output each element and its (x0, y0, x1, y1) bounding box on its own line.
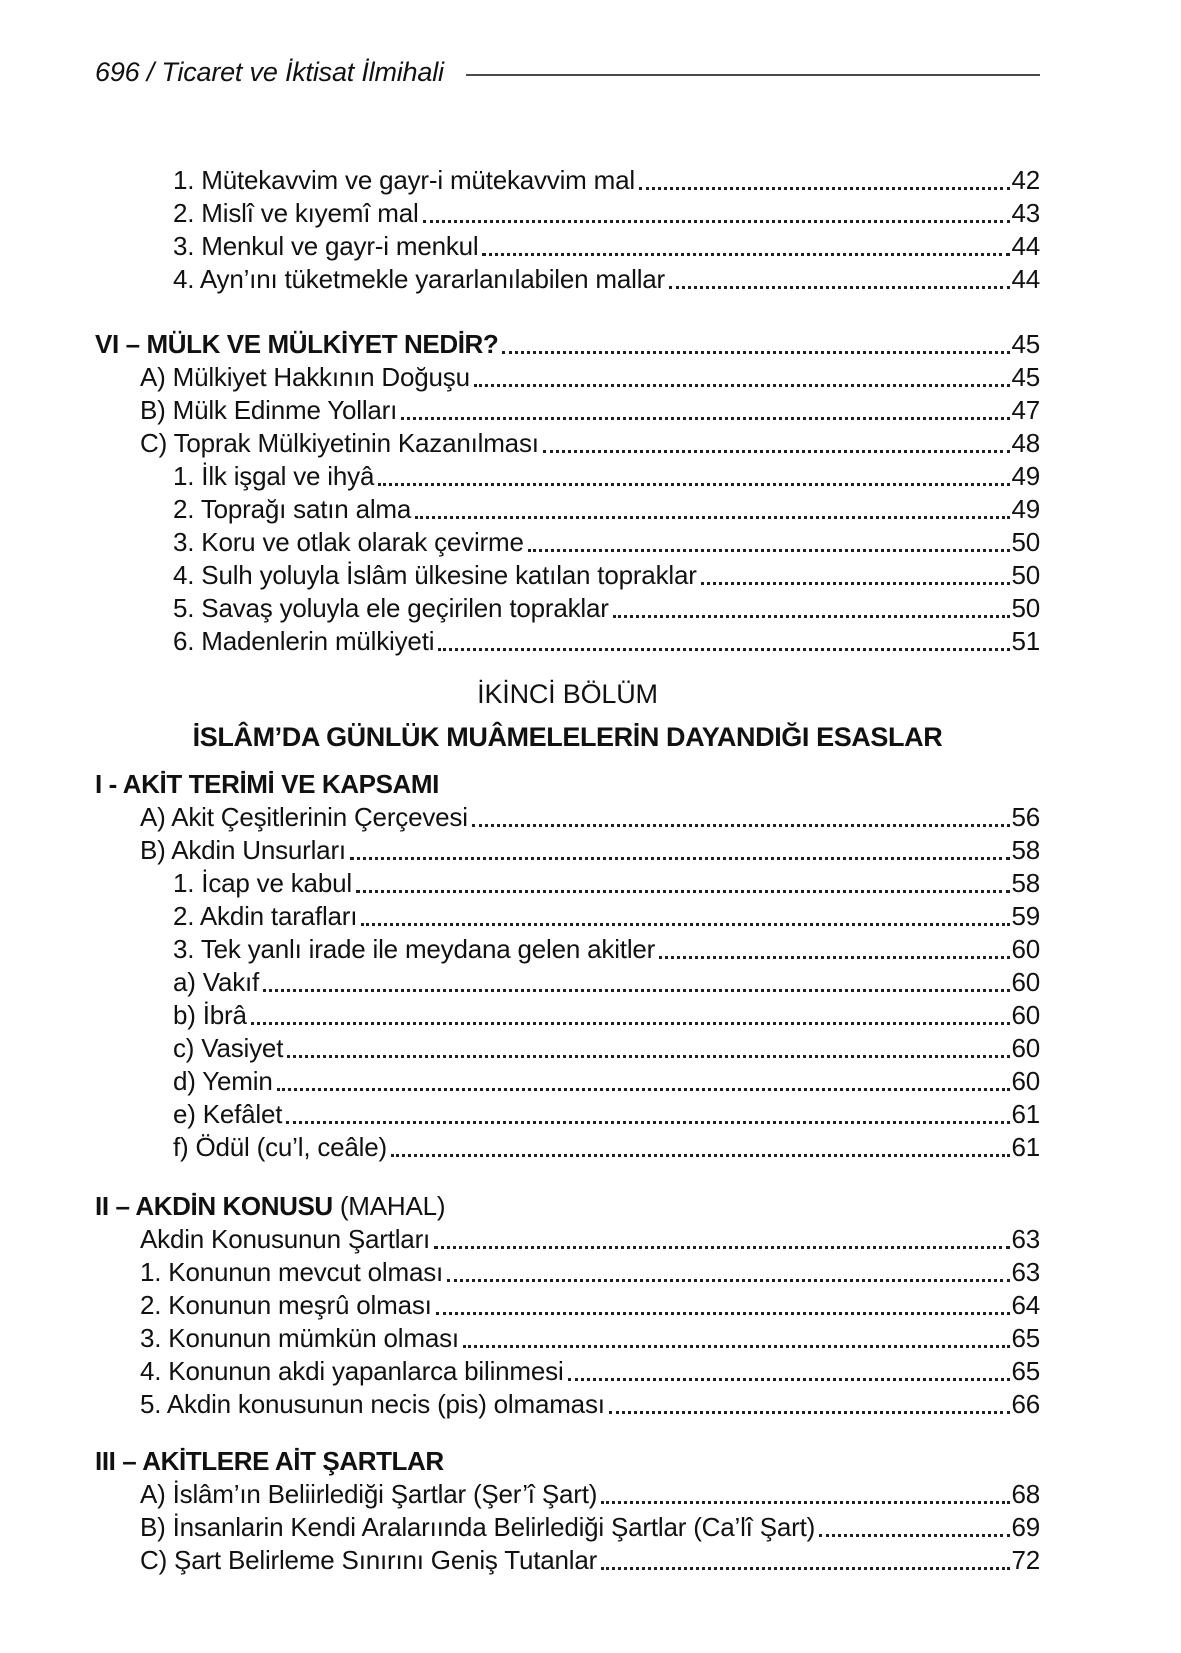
toc-entry (95, 394, 1040, 427)
dot-leader (639, 187, 1011, 190)
page-number: 50 (1011, 527, 1040, 557)
toc-entry (95, 1098, 1040, 1131)
dot-leader (263, 989, 1010, 992)
toc-entry (95, 801, 1040, 834)
dot-leader (436, 1312, 1011, 1315)
toc-entry (95, 1223, 1040, 1256)
toc-block (95, 164, 1040, 296)
toc-heading-entry (95, 1190, 1040, 1223)
toc-entry (95, 164, 1040, 197)
page-number: 44 (1011, 264, 1040, 294)
toc-entry-label: 4. Ayn’ını tüketmekle yararlanılabilen mallar (173, 264, 665, 294)
toc-entry-label: C) Şart Belirleme Sınırını Geniş Tutanlar (140, 1545, 598, 1575)
toc-heading-entry (95, 1445, 1040, 1478)
page-number: 65 (1011, 1356, 1040, 1386)
toc-block (95, 1445, 1040, 1577)
page-number: 42 (1011, 165, 1040, 195)
toc-entry (95, 263, 1040, 296)
toc-entry-label: VI – MÜLK VE MÜLKİYET NEDİR? (95, 329, 499, 359)
toc-entry-label: B) Akdin Unsurları (140, 835, 346, 865)
toc-entry (95, 559, 1040, 592)
dot-leader (438, 648, 1010, 651)
page-number: 61 (1011, 1099, 1040, 1129)
toc-entry (95, 1511, 1040, 1544)
toc-block (95, 768, 1040, 1164)
toc-entry-label: 3. Konunun mümkün olması (140, 1323, 459, 1353)
dot-leader (286, 1121, 1010, 1124)
toc-entry-label: a) Vakıf (173, 967, 260, 997)
dot-leader (543, 450, 1011, 453)
page-number: 66 (1011, 1389, 1040, 1419)
dot-leader (401, 417, 1010, 420)
dot-leader (482, 253, 1010, 256)
dot-leader (669, 286, 1010, 289)
page-number: 58 (1011, 868, 1040, 898)
dot-leader (350, 857, 1011, 860)
dot-leader (356, 890, 1011, 893)
toc-entry-label: 2. Konunun meşrû olması (140, 1290, 432, 1320)
toc-heading-entry (95, 328, 1040, 361)
toc-entry-label: 2. Toprağı satın alma (173, 494, 412, 524)
page-number: 49 (1011, 461, 1040, 491)
dot-leader (701, 582, 1011, 585)
page-number: 43 (1011, 198, 1040, 228)
dot-leader (474, 384, 1011, 387)
toc-entry-label: A) Mülkiyet Hakkının Doğuşu (140, 362, 470, 392)
toc-entry (95, 460, 1040, 493)
dot-leader (251, 1022, 1011, 1025)
page-number: 60 (1011, 1000, 1040, 1030)
toc-entry (95, 1065, 1040, 1098)
page-number: 50 (1011, 560, 1040, 590)
toc-entry (95, 900, 1040, 933)
dot-leader (361, 923, 1010, 926)
toc-entry-label: C) Toprak Mülkiyetinin Kazanılması (140, 428, 539, 458)
dot-leader (528, 549, 1011, 552)
dot-leader (609, 1411, 1011, 1414)
toc-entry-label: f) Ödül (cu’l, ceâle) (173, 1132, 387, 1162)
toc-entry-label: 2. Mislî ve kıyemî mal (173, 198, 419, 228)
toc-heading-entry (95, 768, 1040, 801)
dot-leader (472, 824, 1011, 827)
dot-leader (613, 615, 1011, 618)
toc-entry-label: 4. Sulh yoluyla İslâm ülkesine katılan topraklar (173, 560, 697, 590)
dot-leader (659, 956, 1010, 959)
dot-leader (463, 1345, 1011, 1348)
dot-leader (601, 1501, 1010, 1504)
page-number: 72 (1011, 1545, 1040, 1575)
toc-entry-label: 6. Madenlerin mülkiyeti (173, 626, 435, 656)
toc-entry (95, 1322, 1040, 1355)
toc-entry (95, 1032, 1040, 1065)
toc-entry-label: 5. Akdin konusunun necis (pis) olmaması (140, 1389, 605, 1419)
toc-entry (95, 834, 1040, 867)
toc-entry (95, 1289, 1040, 1322)
toc-entry (95, 999, 1040, 1032)
toc-entry-label: d) Yemin (173, 1066, 273, 1096)
page-number: 50 (1011, 593, 1040, 623)
toc-entry-label: 3. Menkul ve gayr-i menkul (173, 231, 479, 261)
running-header-title: 696 / Ticaret ve İktisat İlmihali (95, 57, 444, 87)
toc-entry (95, 625, 1040, 658)
page-number: 45 (1011, 329, 1040, 359)
page-number: 47 (1011, 395, 1040, 425)
page-number: 69 (1011, 1512, 1040, 1542)
page-number: 61 (1011, 1132, 1040, 1162)
toc-entry-label: A) İslâm’ın Beliirlediği Şartlar (Şer’î Şart) (140, 1479, 598, 1509)
toc-block (95, 328, 1040, 658)
chapter-kicker: İKİNCİ BÖLÜM (477, 679, 658, 709)
page-number: 49 (1011, 494, 1040, 524)
toc-entry-label: 1. İcap ve kabul (173, 868, 352, 898)
toc-entry-label: e) Kefâlet (173, 1099, 283, 1129)
toc-entry-label: 1. Mütekavvim ve gayr-i mütekavvim mal (173, 165, 635, 195)
page-number: 44 (1011, 231, 1040, 261)
page-number: 63 (1011, 1224, 1040, 1254)
page-number: 59 (1011, 901, 1040, 931)
toc-entry-label: b) İbrâ (173, 1000, 247, 1030)
toc-entry (95, 493, 1040, 526)
dot-leader (502, 351, 1010, 354)
page-number: 65 (1011, 1323, 1040, 1353)
toc-entry-label: III – AKİTLERE AİT ŞARTLAR (95, 1446, 444, 1476)
toc-entry (95, 933, 1040, 966)
page-header (95, 54, 1040, 90)
toc-entry-label: A) Akit Çeşitlerinin Çerçevesi (140, 802, 468, 832)
toc-entry (95, 427, 1040, 460)
toc-entry-label: II – AKDİN KONUSU (95, 1191, 333, 1221)
page-number: 60 (1011, 934, 1040, 964)
table-of-contents (95, 164, 1040, 1577)
page-number: 51 (1011, 626, 1040, 656)
toc-entry (95, 230, 1040, 263)
dot-leader (434, 1246, 1010, 1249)
page-number: 64 (1011, 1290, 1040, 1320)
toc-entry (95, 592, 1040, 625)
toc-entry-label: B) Mülk Edinme Yolları (140, 395, 398, 425)
toc-entry (95, 1544, 1040, 1577)
toc-entry-label: 1. İlk işgal ve ihyâ (173, 461, 375, 491)
page-number: 60 (1011, 967, 1040, 997)
toc-entry-label: 1. Konunun mevcut olması (140, 1257, 444, 1287)
dot-leader (287, 1055, 1010, 1058)
toc-entry-label: c) Vasiyet (173, 1033, 284, 1063)
chapter-title: İSLÂM’DA GÜNLÜK MUÂMELELERİN DAYANDIĞI ESASLAR (192, 722, 943, 752)
toc-entry (95, 1388, 1040, 1421)
toc-entry (95, 526, 1040, 559)
toc-entry (95, 1355, 1040, 1388)
toc-entry-label: 3. Tek yanlı irade ile meydana gelen akitler (173, 934, 656, 964)
toc-entry-label: 4. Konunun akdi yapanlarca bilinmesi (140, 1356, 564, 1386)
toc-entry (95, 1256, 1040, 1289)
page-number: 63 (1011, 1257, 1040, 1287)
dot-leader (601, 1567, 1010, 1570)
dot-leader (423, 220, 1011, 223)
toc-entry-label: B) İnsanlarin Kendi Aralarıında Belirlediği Şartlar (Ca’lî Şart) (140, 1512, 816, 1542)
toc-entry (95, 197, 1040, 230)
toc-entry-label: I - AKİT TERİMİ VE KAPSAMI (95, 769, 439, 799)
toc-entry (95, 1131, 1040, 1164)
dot-leader (415, 516, 1010, 519)
dot-leader (277, 1088, 1011, 1091)
dot-leader (568, 1378, 1011, 1381)
toc-entry (95, 966, 1040, 999)
toc-entry-label: 2. Akdin tarafları (173, 901, 358, 931)
chapter-divider (95, 678, 1040, 754)
dot-leader (447, 1279, 1010, 1282)
toc-entry (95, 1478, 1040, 1511)
page-number: 60 (1011, 1033, 1040, 1063)
page-number: 60 (1011, 1066, 1040, 1096)
page-number: 58 (1011, 835, 1040, 865)
toc-entry (95, 867, 1040, 900)
dot-leader (391, 1154, 1010, 1157)
toc-entry-label: Akdin Konusunun Şartları (140, 1224, 431, 1254)
dot-leader (378, 483, 1010, 486)
toc-block (95, 1190, 1040, 1421)
dot-leader (819, 1534, 1010, 1537)
page-number: 68 (1011, 1479, 1040, 1509)
toc-entry-label: 5. Savaş yoluyla ele geçirilen topraklar (173, 593, 609, 623)
toc-entry-label: 3. Koru ve otlak olarak çevirme (173, 527, 524, 557)
page-number: 48 (1011, 428, 1040, 458)
page-number: 56 (1011, 802, 1040, 832)
page-number: 45 (1011, 362, 1040, 392)
toc-entry-label-suffix: (MAHAL) (332, 1191, 446, 1221)
header-rule (466, 74, 1040, 76)
toc-entry (95, 361, 1040, 394)
